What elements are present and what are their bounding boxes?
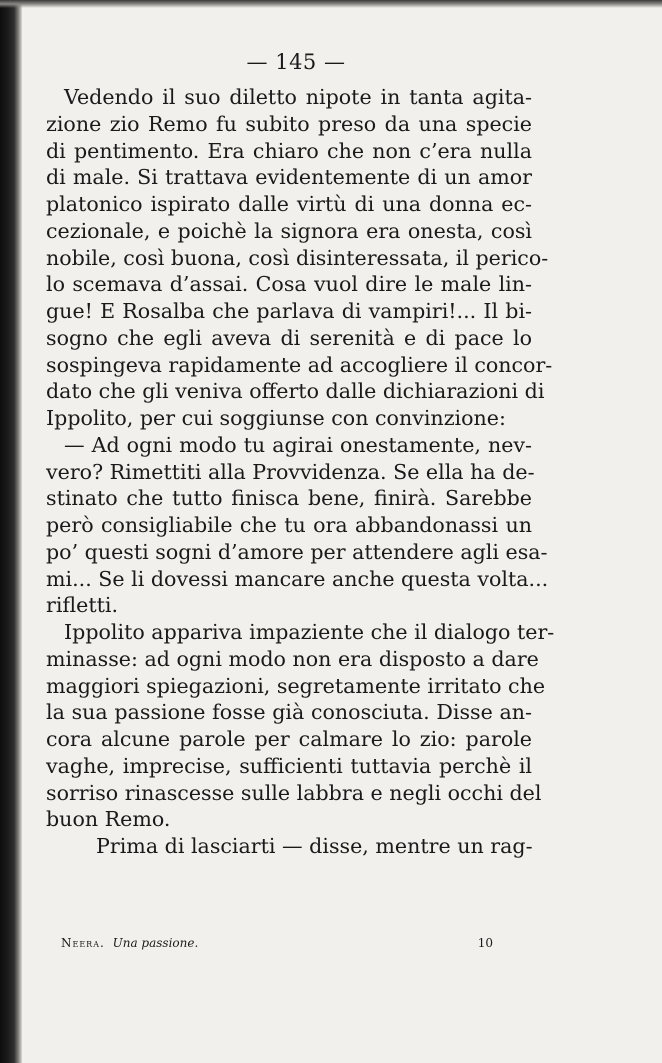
text-line: stinato che tutto finisca bene, finirà. Sarebbe <box>46 486 532 511</box>
text-line: Ippolito appariva impaziente che il dialogo ter- <box>64 620 555 644</box>
text-line: Vedendo il suo diletto nipote in tanta agita- <box>64 85 532 109</box>
text-line: cezionale, e poichè la signora era onesta, così <box>46 218 532 243</box>
page-footer <box>61 934 493 952</box>
footer-author: Neera. <box>61 936 105 950</box>
text-line: rifletti. <box>46 593 119 618</box>
top-edge-shadow <box>0 0 662 8</box>
text-line: sospingeva rapidamente ad accogliere il concor- <box>46 352 553 377</box>
text-line: sogno che egli aveva di serenità e di pace lo <box>46 325 532 350</box>
page-number: — 145 — <box>246 50 346 74</box>
text-line: la sua passione fosse già conosciuta. Disse an- <box>46 700 532 725</box>
text-line: dato che gli veniva offerto dalle dichiarazioni di <box>46 379 545 404</box>
text-line: Prima di lasciarti — disse, mentre un rag- <box>96 834 533 858</box>
binding-edge-shadow <box>0 0 22 1063</box>
text-line: di male. Si trattava evidentemente di un amor <box>46 165 532 190</box>
text-line: zione zio Remo fu subito preso da una specie <box>46 111 532 136</box>
text-line: po’ questi sogni d’amore per attendere agli esa- <box>46 539 548 564</box>
text-line: cora alcune parole per calmare lo zio: parole <box>46 727 532 751</box>
body-text <box>46 84 555 860</box>
text-line: mi... Se li dovessi mancare anche questa volta... <box>46 566 549 591</box>
text-line: gue! E Rosalba che parlava di vampiri!... Il bi- <box>46 299 532 323</box>
text-line: nobile, così buona, così disinteressata, il perico- <box>46 245 549 270</box>
text-line: vaghe, imprecise, sufficienti tuttavia perchè il <box>46 753 532 778</box>
text-line: sorriso rinascesse sulle labbra e negli occhi del <box>46 780 542 805</box>
text-line: vero? Rimettiti alla Provvidenza. Se ella ha de- <box>46 459 535 484</box>
text-line: però consigliabile che tu ora abbandonassi un <box>46 513 532 537</box>
text-line: di pentimento. Era chiaro che non c’era nulla <box>46 138 532 163</box>
text-line: Ippolito, per cui soggiunse con convinzione: <box>46 406 506 430</box>
text-line: platonico ispirato dalle virtù di una donna ec- <box>46 192 532 216</box>
footer-signature: 10 <box>477 936 493 950</box>
text-line: buon Remo. <box>46 807 171 832</box>
text-line: — Ad ogni modo tu agirai onestamente, nev- <box>64 432 532 457</box>
text-line: lo scemava d’assai. Cosa vuol dire le male lin- <box>46 272 532 297</box>
text-line: minasse: ad ogni modo non era disposto a dare <box>46 646 539 671</box>
text-line: maggiori spiegazioni, segretamente irritato che <box>46 673 546 698</box>
footer-title: Una passione. <box>112 936 199 950</box>
